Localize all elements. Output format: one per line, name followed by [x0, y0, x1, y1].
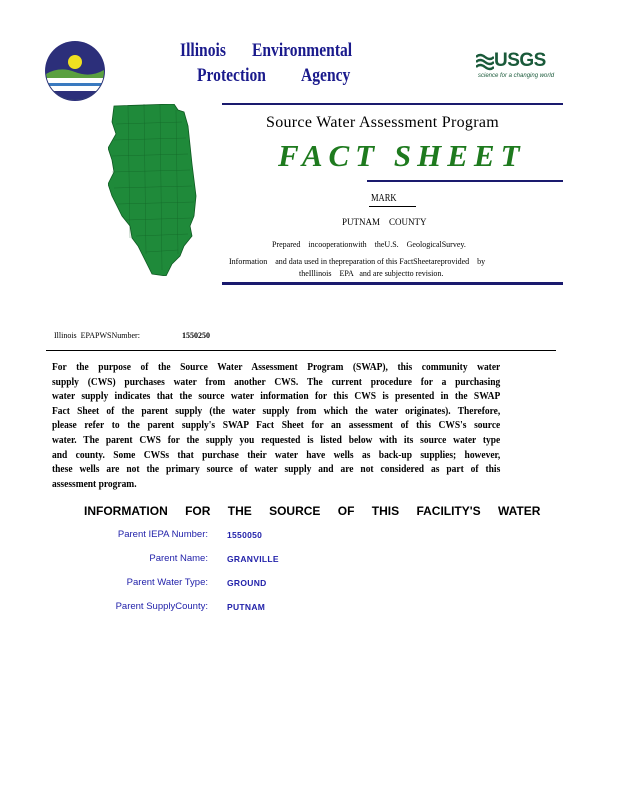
paragraph-line: For the purpose of the Source Water Assessment Program (SWAP), this community water	[52, 362, 501, 373]
paragraph-line: assessment program.	[52, 478, 137, 490]
paragraph-line: please refer to the parent supply's SWAP Fact Sheet for an assessment of this CWS's source	[52, 420, 501, 432]
paragraph-line: Fact Sheet of the parent supply (the water supply from which the water originates). Therefore,	[52, 405, 501, 417]
parent-iepa-number-value: 1550050	[227, 530, 263, 540]
agency-word-protection: Protection	[197, 65, 266, 86]
parent-name-value: GRANVILLE	[227, 554, 279, 564]
usgs-logo-text: USGS	[494, 50, 546, 71]
swap-paragraph	[52, 361, 534, 492]
prepared-line: Prepared incooperationwith theU.S. GeologicalSurvey.	[272, 240, 466, 249]
paragraph-line: water. The parent CWS for the supply you requested is listed below with its source water type	[52, 434, 501, 446]
section-divider	[46, 350, 556, 351]
info-line-1: Information and data used in thepreparation of this FactSheetareprovided by	[229, 257, 486, 266]
parent-name-label: Parent Name:	[149, 553, 208, 564]
parent-water-type-value: GROUND	[227, 578, 267, 588]
parent-water-type-label: Parent Water Type:	[126, 577, 208, 588]
parent-supply-county-label: Parent SupplyCounty:	[115, 601, 208, 612]
facility-name: MARK	[371, 193, 397, 204]
epa-ws-label: Illinois EPAPWSNumber:	[54, 331, 140, 340]
illinois-map-icon	[108, 104, 204, 276]
parent-supply-county-value: PUTNAM	[227, 602, 266, 612]
paragraph-line: and county. Some CWSs that purchase their water have wells as back-up supplies; however,	[52, 449, 501, 461]
agency-word-agency: Agency	[301, 65, 351, 86]
header-rule-bottom	[222, 282, 563, 285]
county-line: PUTNAM COUNTY	[342, 217, 427, 227]
program-title: Source Water Assessment Program	[266, 114, 500, 131]
parent-iepa-number-label: Parent IEPA Number:	[117, 529, 208, 540]
usgs-logo-icon	[476, 50, 566, 82]
iepa-logo-icon	[44, 40, 106, 102]
header-rule-top	[222, 103, 563, 105]
info-line-2: theIllinois EPA and are subjectto revision.	[299, 269, 444, 278]
fact-sheet-title: FACT SHEET	[278, 138, 526, 173]
paragraph-line: supply (CWS) purchases water from another CWS. The current procedure for a purchasing	[52, 376, 501, 388]
paragraph-line: these wells are not the primary source of water supply and are not considered as part of this	[52, 464, 501, 476]
agency-word-illinois: Illinois	[180, 40, 226, 61]
epa-ws-number: 1550250	[182, 331, 210, 340]
agency-word-environmental: Environmental	[252, 40, 353, 61]
facility-name-underline	[369, 206, 416, 207]
usgs-tagline: science for a changing world	[478, 73, 555, 79]
info-heading: INFORMATION FOR THE SOURCE OF THIS FACILITY'S WATER	[84, 504, 541, 518]
paragraph-line: water supply indicates that the source water information for this CWS is presented in the SWAP	[52, 391, 501, 403]
header-rule-mid	[367, 180, 563, 182]
